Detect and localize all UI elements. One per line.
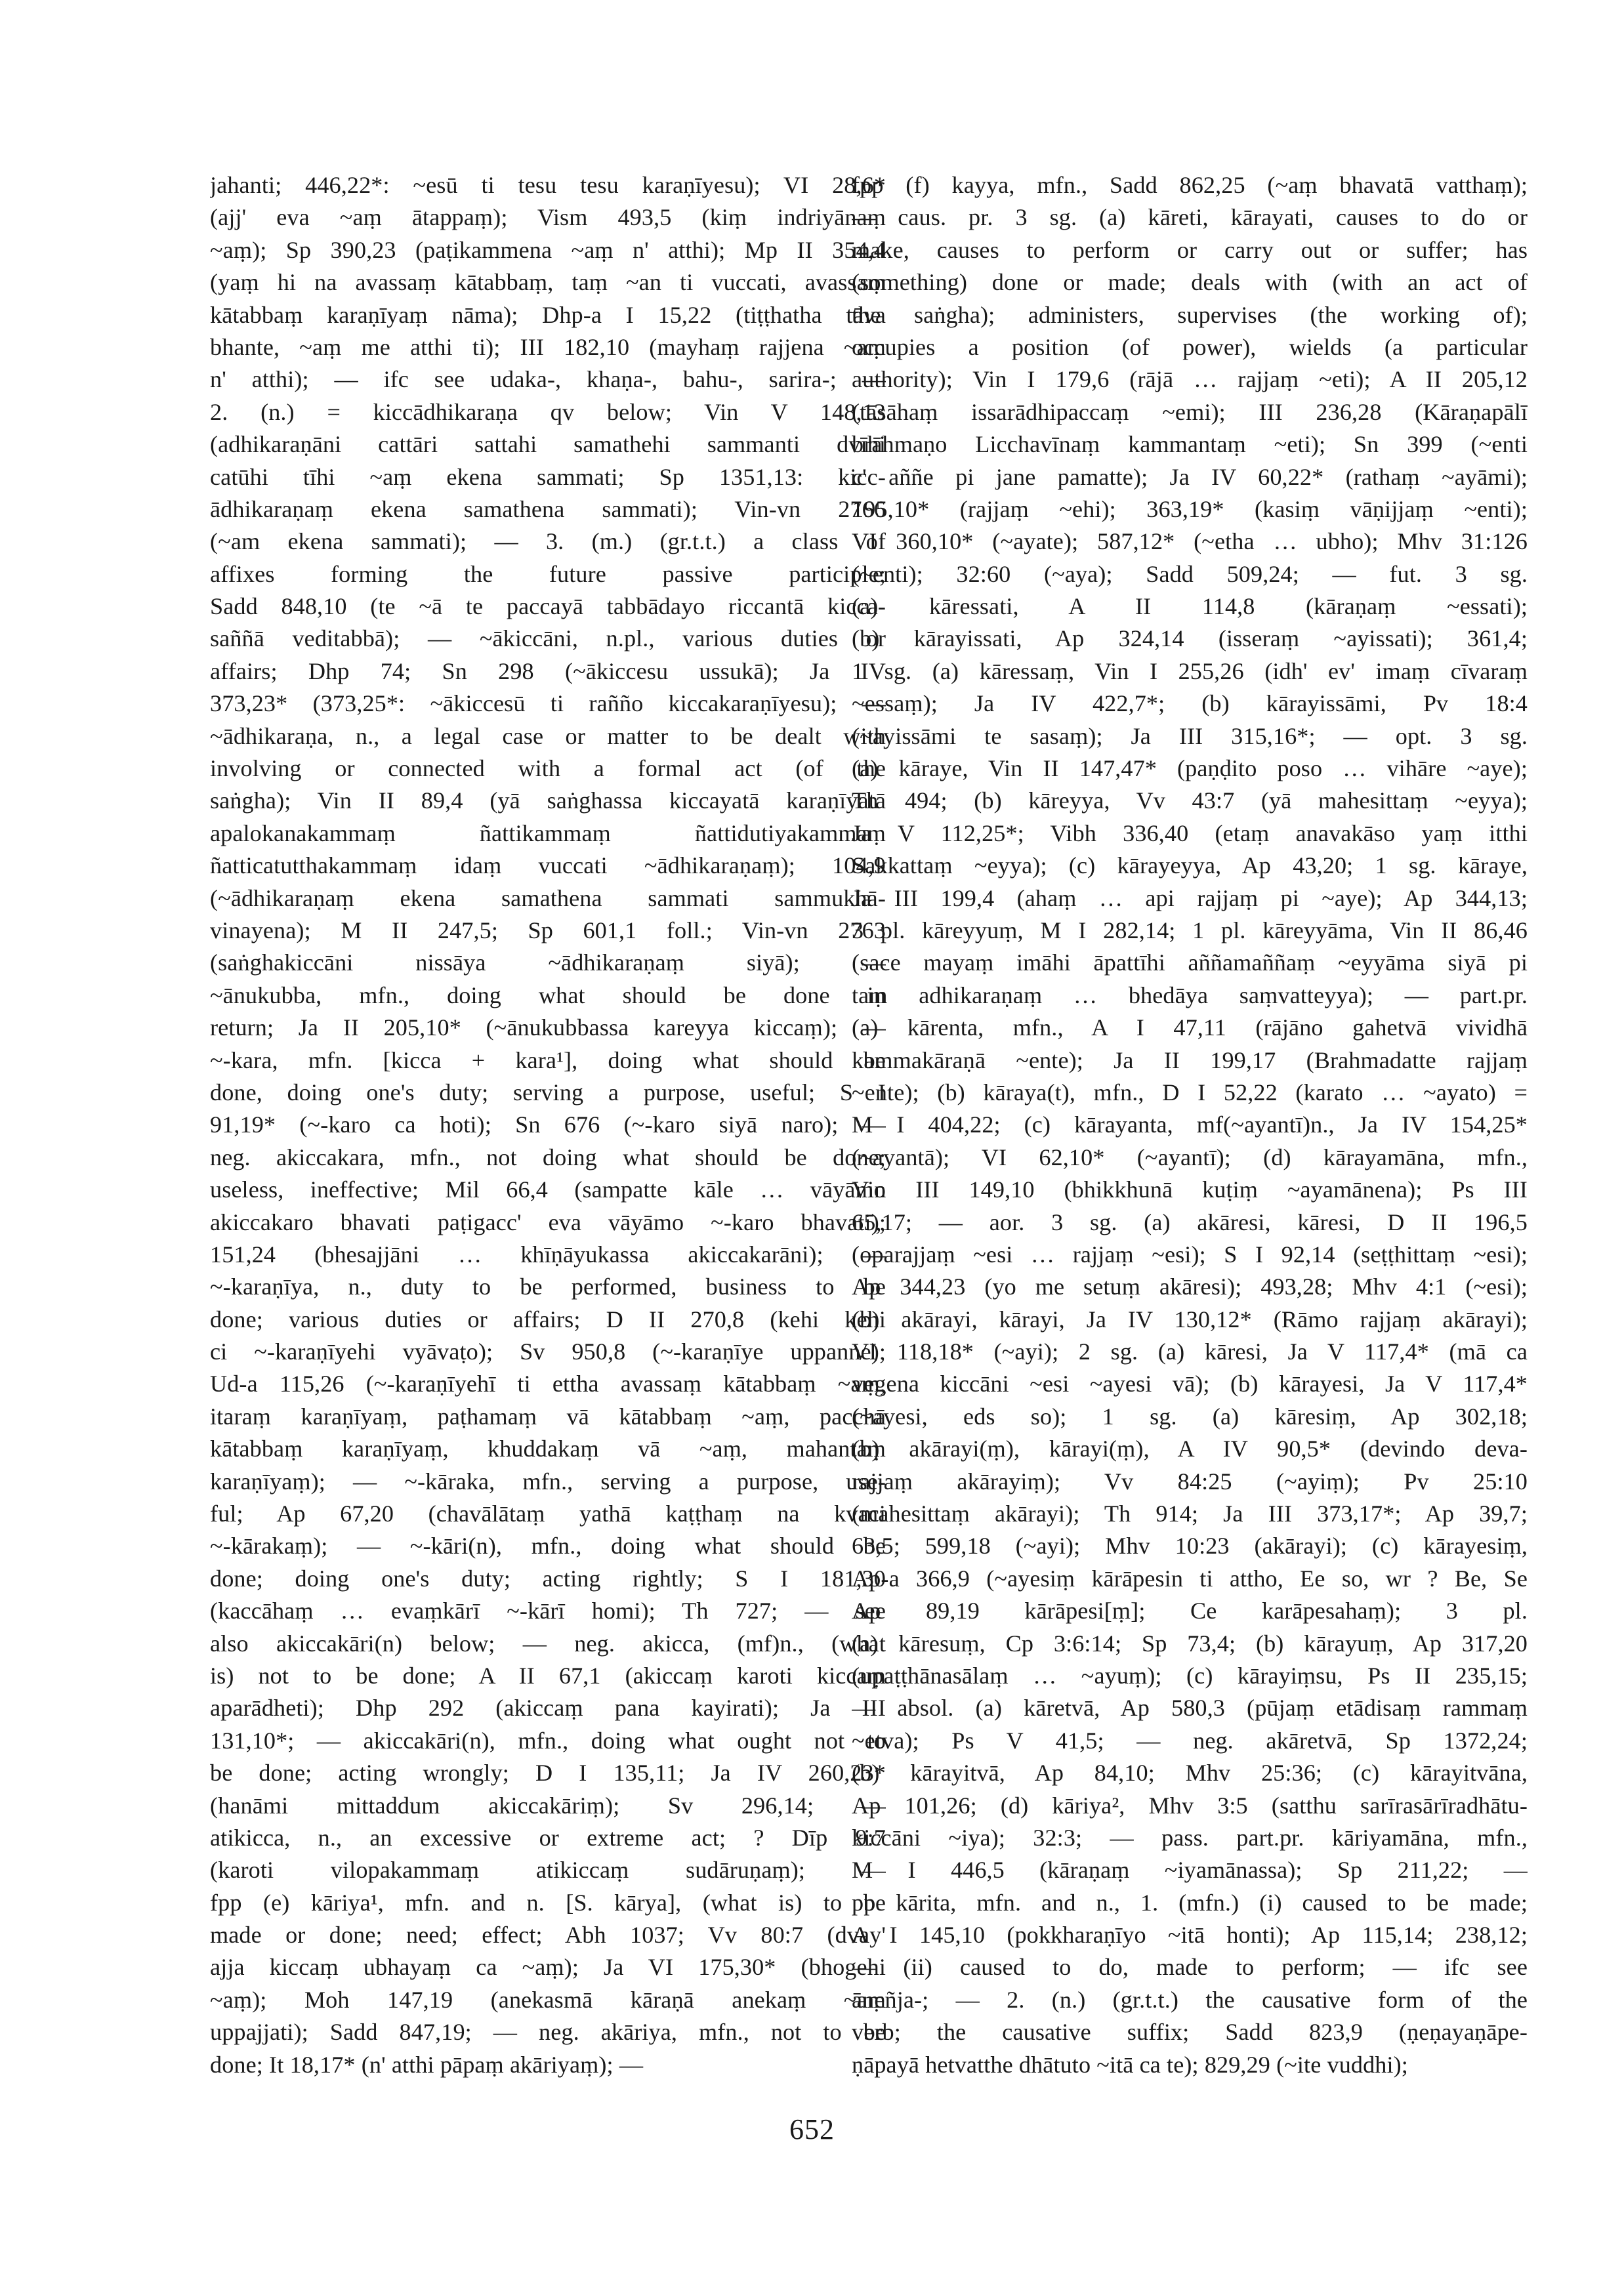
entry-line: ajja kiccaṃ ubhayaṃ ca ~aṃ); Ja VI 175,30* (bhogehi [210, 1954, 886, 1981]
left-column [210, 169, 886, 2081]
entry-line: ñatticatutthakammaṃ idaṃ vuccati ~ādhikaraṇaṃ); 104,9 [210, 852, 886, 879]
entry-line: is) not to be done; A II 67,1 (akiccaṃ karoti kiccaṃ [210, 1662, 886, 1689]
entry-line: (~ayantā); VI 62,10* (~ayantī); (d) kārayamāna, mfn., [852, 1144, 1528, 1170]
entry-line: ~etva); Ps V 41,5; — neg. akāretvā, Sp 1372,24; [852, 1727, 1528, 1754]
entry-line: (hanāmi mittaddum akiccakāriṃ); Sv 296,14; — [210, 1792, 886, 1819]
entry-line: (sace mayaṃ imāhi āpattīhi aññamaññaṃ ~eyyāma siyā pi [852, 949, 1528, 976]
entry-line: uppajjati); Sadd 847,19; — neg. akāriya, mfn., not to be [210, 2019, 886, 2046]
entry-line: 2. (n.) = kiccādhikaraṇa qv below; Vin V 148,13 [210, 398, 886, 425]
entry-line: Ap-a 366,9 (~ayesiṃ kārāpesin ti attho, Ee so, wr ? Be, Se [852, 1565, 1528, 1592]
entry-line: 151,24 (bhesajjāni … khīṇāyukassa akiccakarāni); — [210, 1241, 886, 1268]
entry-line: return; Ja II 205,10* (~ānukubbassa kareyya kiccaṃ); — [210, 1014, 886, 1041]
entry-line: akiccakaro bhavati paṭigacc' eva vāyāmo ~-karo bhavati); [210, 1209, 886, 1235]
entry-line: itaraṃ karaṇīyaṃ, paṭhamaṃ vā kātabbaṃ ~aṃ, pacchā [210, 1403, 886, 1430]
entry-line: Ud-a 115,26 (~-karaṇīyehī ti ettha avassaṃ kātabbaṃ ~aṃ, [210, 1371, 886, 1397]
entry-line: (~ādhikaraṇaṃ ekena samathena sammati sammukhā- [210, 884, 886, 911]
entry-line: useless, ineffective; Mil 66,4 (sampatte kāle … vāyāmo [210, 1176, 886, 1203]
right-column [852, 169, 1528, 2081]
entry-line: rajjaṃ akārayiṃ); Vv 84:25 (~ayiṃ); Pv 25:10 [852, 1468, 1528, 1495]
entry-line: (b) kārayissati, Ap 324,14 (isseraṃ ~ayissati); 361,4; [852, 625, 1528, 652]
entry-line: ci ~-karaṇīyehi vyāvaṭo); Sv 950,8 (~-karaṇīye uppanne); [210, 1338, 886, 1365]
entry-line: Ap 89,19 kārāpesi[ṃ]; Ce karāpesahaṃ); 3 pl. [852, 1598, 1528, 1624]
entry-line: authority); Vin I 179,6 (rājā … rajjaṃ ~eti); A II 205,12 [852, 366, 1528, 393]
entry-line: kammakāraṇā ~ente); Ja II 199,17 (Brahmadatte rajjaṃ [852, 1046, 1528, 1073]
entry-line: ~ānukubba, mfn., doing what should be done in [210, 982, 886, 1008]
entry-line: VI 118,18* (~ayi); 2 sg. (a) kāresi, Ja V 117,4* (mā ca [852, 1338, 1528, 1365]
entry-line: Sakkattaṃ ~eyya); (c) kārayeyya, Ap 43,20; 1 sg. kāraye, [852, 852, 1528, 879]
entry-line: ~-kara, mfn. [kicca + kara¹], doing what should be [210, 1046, 886, 1073]
entry-line: affairs; Dhp 74; Sn 298 (~ākiccesu ussukā); Ja IV [210, 657, 886, 684]
entry-line: affixes forming the future passive participle; [210, 560, 886, 587]
entry-line: — absol. (a) kāretvā, Ap 580,3 (pūjaṃ etādisaṃ rammaṃ [852, 1695, 1528, 1722]
entry-line: 3 pl. kāreyyuṃ, M I 282,14; 1 pl. kāreyyāma, Vin II 86,46 [852, 917, 1528, 943]
entry-line: apalokanakammaṃ ñattikammaṃ ñattidutiyakammaṃ [210, 819, 886, 846]
entry-line: (yaṃ hi na avassaṃ kātabbaṃ, taṃ ~an ti vuccati, avassaṃ [210, 269, 886, 296]
entry-line: kiccāni ~iya); 32:3; — pass. part.pr. kāriyamāna, mfn., [852, 1824, 1528, 1851]
entry-line: done; various duties or affairs; D II 270,8 (kehi kehi [210, 1306, 886, 1333]
entry-line: be done; acting wrongly; D I 135,11; Ja IV 260,23* [210, 1760, 886, 1787]
entry-line: also akiccakāri(n) below; — neg. akicca, (mf)n., (what [210, 1630, 886, 1657]
entry-line: M I 446,5 (kāraṇaṃ ~iyamānassa); Sp 211,22; — [852, 1857, 1528, 1884]
entry-line: Ap 344,23 (yo me setuṃ akāresi); 493,28; Mhv 4:1 (~esi); [852, 1273, 1528, 1300]
entry-line: catūhi tīhi ~aṃ ekena sammati; Sp 1351,13: kicc- [210, 463, 886, 490]
entry-line: make, causes to perform or carry out or suffer; has [852, 236, 1528, 263]
entry-line: taṃ adhikaraṇaṃ … bhedāya saṃvatteyya); — part.pr. [852, 982, 1528, 1008]
entry-line: verb; the causative suffix; Sadd 823,9 (ṇeṇayaṇāpe- [852, 2019, 1528, 2046]
entry-line: made or done; need; effect; Abh 1037; Vv 80:7 (dvay' [210, 1922, 886, 1949]
entry-line: — (ii) caused to do, made to perform; — ifc see [852, 1954, 1528, 1981]
entry-line: 91,19* (~-karo ca hoti); Sn 676 (~-karo siyā naro); — [210, 1111, 886, 1138]
entry-line: 373,23* (373,25*: ~ākiccesū ti rañño kiccakaraṇīyesu); — [210, 690, 886, 717]
entry-line: ~ente); (b) kāraya(t), mfn., D I 52,22 (karato … ~ayato) = [852, 1079, 1528, 1106]
entry-line: fpp (e) kāriya¹, mfn. and n. [S. kārya], (what is) to be [210, 1889, 886, 1916]
entry-line: kātabbaṃ karaṇīyaṃ nāma); Dhp-a I 15,22 (tiṭṭhatha tāva [210, 301, 886, 328]
entry-line: vegena kiccāni ~esi ~ayesi vā); (b) kārayesi, Ja V 117,4* [852, 1371, 1528, 1397]
entry-line: the saṅgha); administers, supervises (the working of); [852, 301, 1528, 328]
entry-line: bhante, ~aṃ me atthi ti); III 182,10 (mayhaṃ rajjena ~aṃ [210, 333, 886, 360]
entry-line: Vin III 149,10 (bhikkhunā kuṭiṃ ~ayamānena); Ps III [852, 1176, 1528, 1203]
entry-line: (a) kāressati, A II 114,8 (kāraṇaṃ ~essati); [852, 593, 1528, 620]
entry-line: (tāsāhaṃ issarādhipaccaṃ ~emi); III 236,28 (Kāraṇapālī [852, 398, 1528, 425]
entry-line: saññā veditabbā); — ~ākiccāni, n.pl., various duties or [210, 625, 886, 652]
entry-line: 195,10* (rajjaṃ ~ehi); 363,19* (kasiṃ vāṇijjaṃ ~enti); [852, 495, 1528, 522]
entry-line: ~aṃ); Moh 147,19 (anekasmā kāraṇā anekaṃ ~aṃ [210, 1986, 886, 2013]
entry-line: karaṇīyaṃ); — ~-kāraka, mfn., serving a purpose, use- [210, 1468, 886, 1495]
entry-line: Ja V 112,25*; Vibh 336,40 (etaṃ anavakāso yaṃ itthi [852, 819, 1528, 846]
entry-line: (b) akārayi(ṃ), kārayi(ṃ), A IV 90,5* (devindo deva- [852, 1436, 1528, 1462]
entry-line: done; doing one's duty; acting rightly; S I 181,30 [210, 1565, 886, 1592]
entry-line: Ja III 199,4 (ahaṃ … api rajjaṃ pi ~aye); Ap 344,13; [852, 884, 1528, 911]
entry-line: Th 494; (b) kāreyya, Vv 43:7 (yā mahesittaṃ ~eyya); [852, 787, 1528, 814]
entry-line: (upaṭṭhānasālaṃ … ~ayuṃ); (c) kārayiṃsu, Ps II 235,15; [852, 1662, 1528, 1689]
entry-line: M I 404,22; (c) kārayanta, mf(~ayantī)n., Ja IV 154,25* [852, 1111, 1528, 1138]
entry-line: ādhikaraṇaṃ ekena samathena sammati); Vin-vn 2766 [210, 495, 886, 522]
entry-line: VI 360,10* (~ayate); 587,12* (~etha … ubho); Mhv 31:126 [852, 528, 1528, 555]
entry-line: brāhmaṇo Licchavīnaṃ kammantaṃ ~eti); Sn 399 (~enti [852, 431, 1528, 458]
entry-line: atikicca, n., an excessive or extreme act; ? Dīp 9:7 [210, 1824, 886, 1851]
entry-line: (a) kāresuṃ, Cp 3:6:14; Sp 73,4; (b) kārayuṃ, Ap 317,20 [852, 1630, 1528, 1657]
entry-line: ~ādhikaraṇa, n., a legal case or matter to be dealt with [210, 722, 886, 749]
entry-line: (kaccāhaṃ … evaṃkārī ~-kārī homi); Th 727; — see [210, 1598, 886, 1624]
entry-line: (b) akārayi, kārayi, Ja IV 130,12* (Rāmo rajjaṃ akārayi); [852, 1306, 1528, 1333]
entry-line: involving or connected with a formal act (of the [210, 755, 886, 782]
entry-line: (~ayesi, eds so); 1 sg. (a) kāresiṃ, Ap 302,18; [852, 1403, 1528, 1430]
entry-line: ful; Ap 67,20 (chavālātaṃ yathā kaṭṭhaṃ na kvaci [210, 1500, 886, 1527]
entry-line: (karoti vilopakammaṃ atikiccaṃ sudāruṇaṃ); — [210, 1857, 886, 1884]
entry-line: (b) kārayitvā, Ap 84,10; Mhv 25:36; (c) kārayitvāna, [852, 1760, 1528, 1787]
entry-line: vinayena); M II 247,5; Sp 601,1 foll.; Vin-vn 2763 [210, 917, 886, 943]
entry-line: (ajj' eva ~aṃ ātappaṃ); Vism 493,5 (kiṃ indriyānaṃ [210, 204, 886, 231]
entry-line: (mahesittaṃ akārayi); Th 914; Ja III 373,17*; Ap 39,7; [852, 1500, 1528, 1527]
entry-line: done; It 18,17* (n' atthi pāpaṃ akāriyaṃ); — [210, 2051, 644, 2078]
entry-line: (~am ekena sammati); — 3. (m.) (gr.t.t.) a class of [210, 528, 886, 555]
entry-line: (~ayissāmi te sasaṃ); Ja III 315,16*; — opt. 3 sg. [852, 722, 1528, 749]
entry-line: 65,17; — aor. 3 sg. (a) akāresi, kāresi, D II 196,5 [852, 1209, 1528, 1235]
entry-line: — caus. pr. 3 sg. (a) kāreti, kārayati, causes to do or [852, 204, 1528, 231]
entry-line: (saṅghakiccāni nissāya ~ādhikaraṇaṃ siyā); — [210, 949, 886, 976]
entry-line: n' atthi); — ifc see udaka-, khaṇa-, bahu-, sarira-; — [210, 366, 886, 393]
entry-line: Ap 101,26; (d) kāriya², Mhv 3:5 (satthu sarīrasārīradhātu- [852, 1792, 1528, 1819]
entry-line: (adhikaraṇāni cattāri sattahi samathehi sammanti dvīhi [210, 431, 886, 458]
page-number: 652 [789, 2113, 835, 2145]
entry-line: (oparajjaṃ ~esi … rajjaṃ ~esi); S I 92,14 (seṭṭhittaṃ ~esi); [852, 1241, 1528, 1268]
entry-line: pp kārita, mfn. and n., 1. (mfn.) (i) caused to be made; [852, 1889, 1528, 1916]
entry-line: ~-karaṇīya, n., duty to be performed, business to be [210, 1273, 886, 1300]
entry-line: āneñja-; — 2. (n.) (gr.t.t.) the causative form of the [852, 1986, 1528, 2013]
entry-line: (something) done or made; deals with (with an act of [852, 269, 1528, 296]
entry-line: (~enti); 32:60 (~aya); Sadd 509,24; — fut. 3 sg. [852, 560, 1528, 587]
entry-line: ṇāpayā hetvatthe dhātuto ~itā ca te); 829,29 (~ite vuddhi); [852, 2051, 1408, 2078]
entry-line: kātabbaṃ karaṇīyaṃ, khuddakaṃ vā ~aṃ, mahantaṃ [210, 1436, 886, 1462]
entry-line: ~essaṃ); Ja IV 422,7*; (b) kārayissāmi, Pv 18:4 [852, 690, 1528, 717]
entry-line: done, doing one's duty; serving a purpose, useful; S I [210, 1079, 886, 1106]
entry-line: jahanti; 446,22*: ~esū ti tesu tesu karaṇīyesu); VI 28,6* [210, 172, 886, 198]
entry-line: A I 145,10 (pokkharaṇīyo ~itā honti); Ap 115,14; 238,12; [852, 1922, 1528, 1949]
entry-line: c' aññe pi jane pamatte); Ja IV 60,22* (rathaṃ ~ayāmi); [852, 463, 1528, 490]
entry-line: occupies a position (of power), wields (a particular [852, 333, 1528, 360]
entry-line: 63,5; 599,18 (~ayi); Mhv 10:23 (akārayi); (c) kārayesiṃ, [852, 1533, 1528, 1560]
entry-line: (a) kāraye, Vin II 147,47* (paṇḍito poso … vihāre ~aye); [852, 755, 1528, 782]
entry-line: fpp (f) kayya, mfn., Sadd 862,25 (~aṃ bhavatā vatthaṃ); [852, 172, 1528, 198]
entry-line: 131,10*; — akiccakāri(n), mfn., doing what ought not to [210, 1727, 886, 1754]
entry-line: ~aṃ); Sp 390,23 (paṭikammena ~aṃ n' atthi); Mp II 354,4 [210, 236, 886, 263]
entry-line: Sadd 848,10 (te ~ā te paccayā tabbādayo riccantā kicca- [210, 593, 886, 620]
entry-line: ~-kārakaṃ); — ~-kāri(n), mfn., doing what should be [210, 1533, 886, 1560]
entry-line: 1 sg. (a) kāressaṃ, Vin I 255,26 (idh' ev' imaṃ cīvaraṃ [852, 657, 1528, 684]
entry-line: aparādheti); Dhp 292 (akiccaṃ pana kayirati); Ja III [210, 1695, 886, 1722]
entry-line: neg. akiccakara, mfn., not doing what should be done; [210, 1144, 886, 1170]
entry-line: saṅgha); Vin II 89,4 (yā saṅghassa kiccayatā karaṇīyatā [210, 787, 886, 814]
entry-line: (a) kārenta, mfn., A I 47,11 (rājāno gahetvā vividhā [852, 1014, 1528, 1041]
